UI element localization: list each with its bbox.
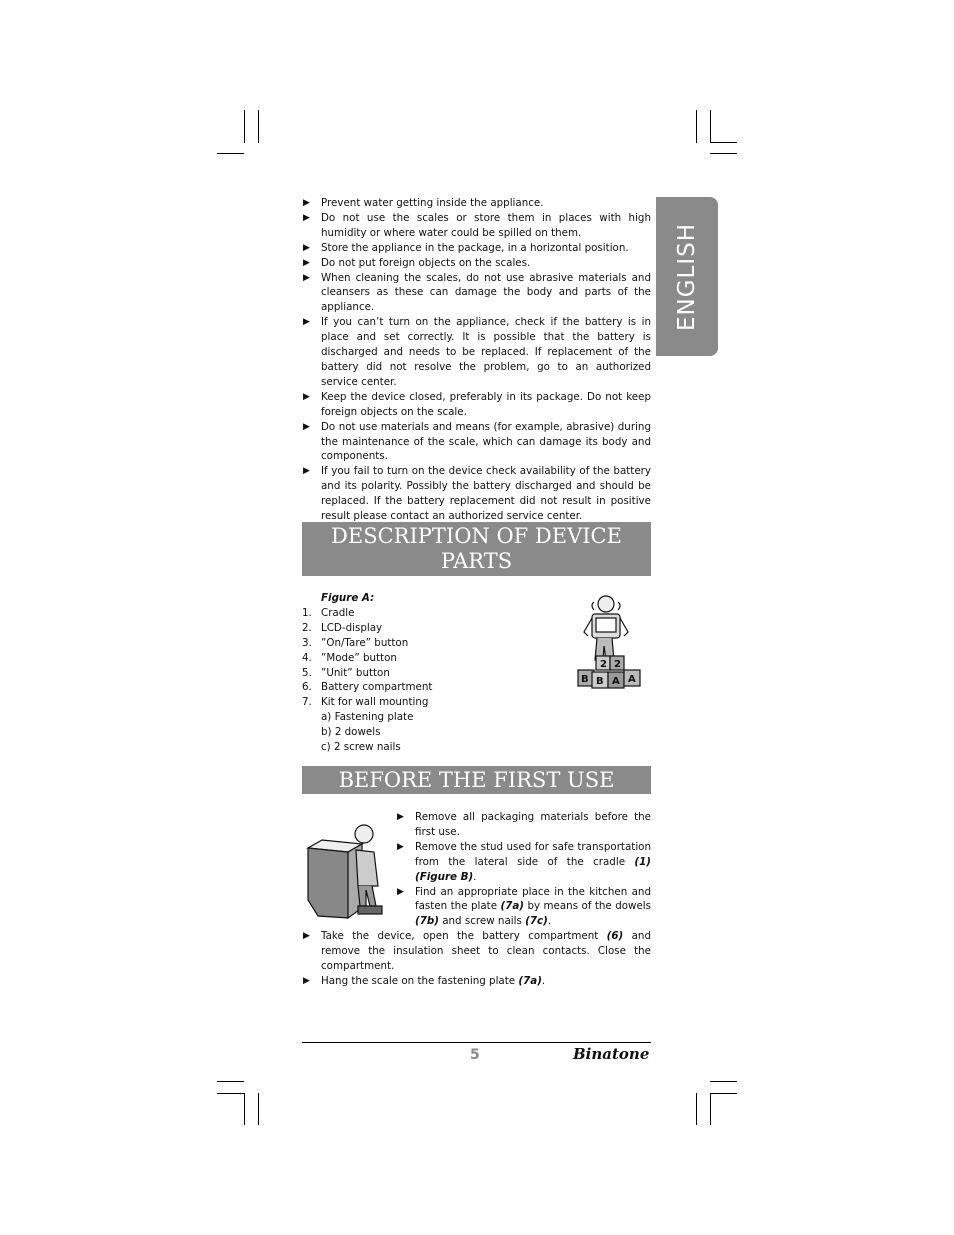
- list-item: 4. ”Mode” button: [302, 651, 397, 664]
- block-letter: A: [628, 674, 636, 685]
- footer-divider: [302, 1042, 651, 1043]
- crop-mark: [710, 1093, 737, 1094]
- language-tab: [656, 197, 718, 356]
- safety-list: [302, 196, 651, 524]
- list-item: ▶ Keep the device closed, preferably in its package. Do not keep foreign objects on the scale.: [302, 390, 651, 420]
- list-item: ▶ Find an appropriate place in the kitchen and fasten the plate (7a) by means of the dowels (7b) and screw nails (7c).: [396, 885, 651, 930]
- list-item: ▶ Take the device, open the battery compartment (6) and remove the insulation sheet to clean contacts. Close the compartment.: [302, 929, 651, 974]
- list-item: ▶ Do not put foreign objects on the scales.: [302, 256, 651, 271]
- language-tab-label: ENGLISH: [674, 222, 700, 331]
- crop-mark: [710, 142, 737, 143]
- crop-mark: [710, 1081, 737, 1082]
- section-heading-device-parts: [302, 522, 651, 576]
- block-letter: A: [612, 676, 620, 687]
- sub-item: a) Fastening plate: [321, 711, 414, 724]
- crop-mark: [258, 110, 259, 143]
- list-item: ▶ Remove the stud used for safe transportation from the lateral side of the cradle (1) (Figure B).: [396, 840, 651, 885]
- figure-a-illustration: [572, 592, 654, 698]
- crop-mark: [217, 153, 244, 154]
- section-heading-line: PARTS: [440, 549, 513, 573]
- first-use-steps: [302, 810, 651, 989]
- figure-label: Figure A:: [321, 592, 375, 604]
- list-item: ▶ Do not use materials and means (for example, abrasive) during the maintenance of the scale, which can damage its body and components.: [302, 420, 651, 465]
- list-item: 3. ”On/Tare” button: [302, 636, 409, 649]
- sub-item: c) 2 screw nails: [321, 741, 401, 754]
- list-item: 2. LCD-display: [302, 621, 383, 634]
- page-number: 5: [470, 1047, 480, 1063]
- crop-mark: [696, 1093, 697, 1125]
- crop-mark: [258, 1093, 259, 1125]
- block-letter: 2: [600, 659, 607, 670]
- list-item: 7. Kit for wall mounting: [302, 696, 429, 709]
- list-item: ▶ If you can’t turn on the appliance, check if the battery is in place and set correctly. It is possible that the battery is discharged and needs to be replaced. If replacement of the battery did not resolve the problem, go to an authorized service center.: [302, 315, 651, 390]
- list-item: ▶ Do not use the scales or store them in places with high humidity or where water could be spilled on them.: [302, 211, 651, 241]
- section-heading-first-use: BEFORE THE FIRST USE: [302, 766, 651, 794]
- crop-mark: [710, 153, 737, 154]
- list-item: ▶ Prevent water getting inside the appliance.: [302, 196, 651, 211]
- crop-mark: [244, 1093, 245, 1125]
- block-letter: B: [596, 676, 604, 687]
- list-item: ▶ If you fail to turn on the device check availability of the battery and its polarity. Possibly the battery discharged and should be replaced. If the battery replacement did not result in positive result please contact an authorized service center.: [302, 464, 651, 524]
- list-item: 1. Cradle: [302, 606, 355, 619]
- list-item: 6. Battery compartment: [302, 681, 433, 694]
- list-item: ▶ Hang the scale on the fastening plate (7a).: [302, 974, 651, 989]
- crop-mark: [696, 110, 697, 143]
- crop-mark: [244, 110, 245, 143]
- list-item: ▶ When cleaning the scales, do not use abrasive materials and cleansers as these can damage the body and parts of the appliance.: [302, 271, 651, 316]
- crop-mark: [217, 1093, 244, 1094]
- list-item: ▶ Remove all packaging materials before the first use.: [396, 810, 651, 840]
- list-item: ▶ Store the appliance in the package, in a horizontal position.: [302, 241, 651, 256]
- crop-mark: [217, 1081, 244, 1082]
- sub-item: b) 2 dowels: [321, 726, 381, 739]
- brand-logo: Binatone: [573, 1045, 650, 1063]
- crop-mark: [710, 1093, 711, 1125]
- list-item: 5. ”Unit” button: [302, 666, 390, 679]
- block-letter: 2: [614, 659, 621, 670]
- block-letter: B: [581, 674, 589, 685]
- parts-list: [302, 591, 562, 755]
- crop-mark: [710, 110, 711, 143]
- section-heading-line: DESCRIPTION OF DEVICE: [331, 524, 622, 548]
